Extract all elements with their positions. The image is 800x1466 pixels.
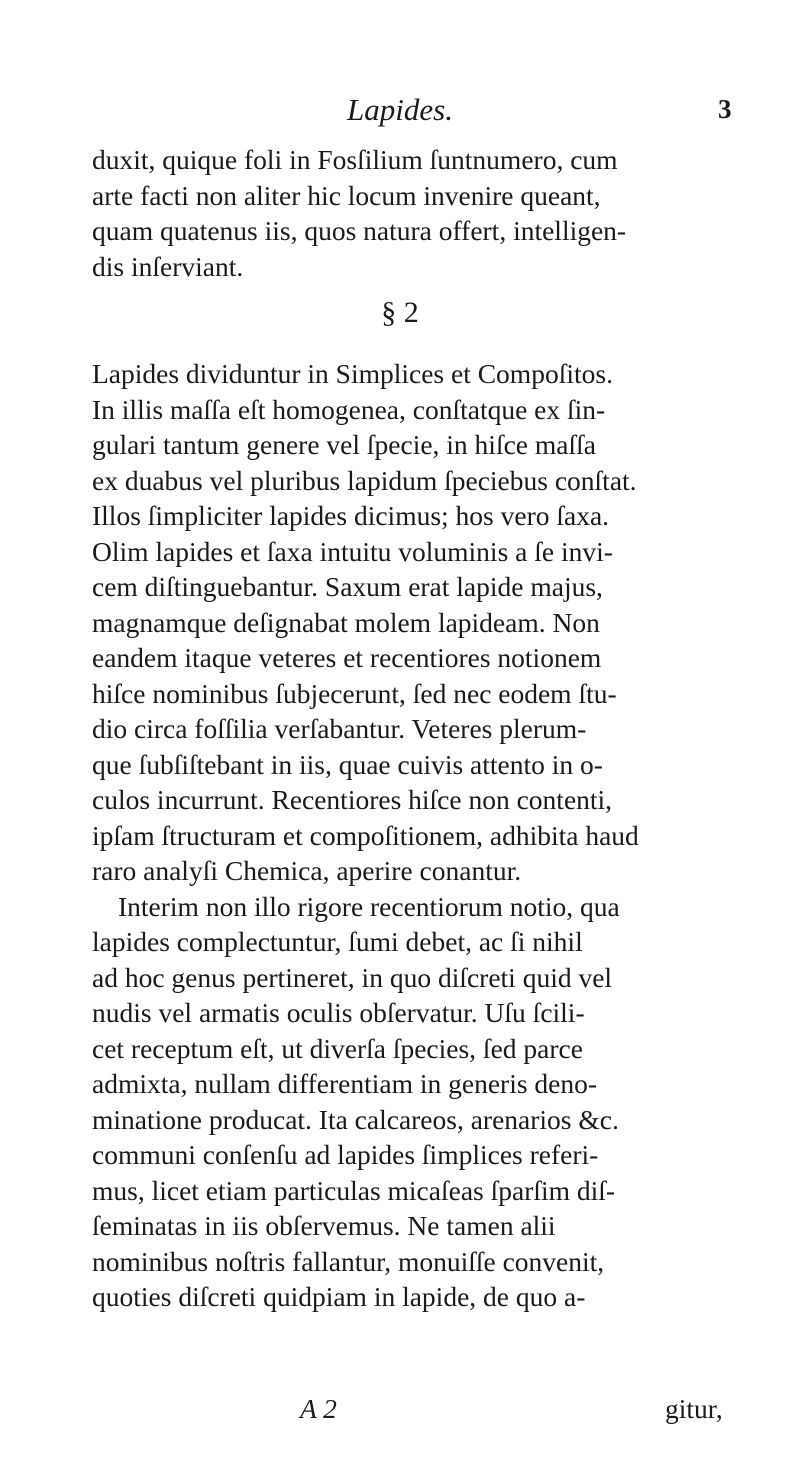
text-line: arte facti non aliter hic locum invenire queant, xyxy=(92,179,601,211)
text-line: Illos ſimpliciter lapides dicimus; hos vero ſaxa. xyxy=(92,500,610,531)
continuation-paragraph xyxy=(92,142,764,284)
page-number: 3 xyxy=(718,94,732,124)
text-line: magnamque deſignabat molem lapideam. Non xyxy=(92,606,600,638)
text-line: In illis maſſa eſt homogenea, conſtatque ex ſin- xyxy=(92,393,606,425)
text-line: communi conſenſu ad lapides ſimplices referi- xyxy=(92,1139,599,1170)
text-line: eandem itaque veteres et recentiores notionem xyxy=(92,642,602,673)
text-line: culos incurrunt. Recentiores hiſce non contenti, xyxy=(92,784,613,815)
paragraph-main-text xyxy=(92,356,764,889)
text-line: cet receptum eſt, ut diverſa ſpecies, ſed parce xyxy=(92,1032,583,1064)
text-line: gulari tantum genere vel ſpecie, in hiſce maſſa xyxy=(92,429,596,460)
paragraph-second-text xyxy=(92,889,764,1315)
text-line: quam quatenus iis, quos natura offert, intelligen- xyxy=(92,215,627,246)
text-line: Olim lapides et ſaxa intuitu voluminis a ſe invi- xyxy=(92,535,613,567)
text-line: nudis vel armatis oculis obſervatur. Uſu ſcili- xyxy=(92,997,585,1028)
text-line: ipſam ſtructuram et compoſitionem, adhibita haud xyxy=(92,819,639,851)
text-line: cem diſtinguebantur. Saxum erat lapide majus, xyxy=(92,571,603,602)
catchword: gitur, xyxy=(665,1393,723,1424)
text-line: admixta, nullam differentiam in generis deno- xyxy=(92,1068,598,1099)
page-footer xyxy=(0,1393,800,1433)
text-line: dis inſerviant. xyxy=(92,250,244,282)
text-line: quoties diſcreti quidpiam in lapide, de quo a- xyxy=(92,1281,586,1312)
text-line: hiſce nominibus ſubjecerunt, ſed nec eodem ſtu- xyxy=(92,677,617,709)
text-line: Interim non illo rigore recentiorum notio, qua xyxy=(118,890,620,922)
section-body xyxy=(92,356,764,1315)
paragraph-continuation-text xyxy=(92,142,764,284)
text-line: Lapides dividuntur in Simplices et Compoſitos. xyxy=(92,358,613,389)
text-line: lapides complectuntur, ſumi debet, ac ſi nihil xyxy=(92,926,583,957)
text-line: duxit, quique foli in Fosſilium ſuntnumero, cum xyxy=(92,144,618,175)
text-line: que ſubſiſtebant in iis, quae cuivis attento in o- xyxy=(92,748,603,780)
text-line: mus, licet etiam particulas micaſeas ſparſim diſ- xyxy=(92,1174,616,1206)
text-line: ſeminatas in iis obſervemus. Ne tamen alii xyxy=(92,1210,556,1241)
text-line: minatione producat. Ita calcareos, arenarios &c. xyxy=(92,1103,619,1135)
signature-mark: A 2 xyxy=(300,1393,337,1424)
running-title: Lapides. xyxy=(347,92,453,127)
running-head xyxy=(0,92,800,132)
text-line: raro analyſi Chemica, aperire conantur. xyxy=(92,855,522,886)
text-line: dio circa foſſilia verſabantur. Veteres plerum- xyxy=(92,713,587,744)
text-line: ad hoc genus pertineret, in quo diſcreti quid vel xyxy=(92,961,613,993)
section-mark: § 2 xyxy=(381,296,419,329)
text-line: ex duabus vel pluribus lapidum ſpeciebus conſtat. xyxy=(92,464,637,496)
text-line: nominibus noſtris fallantur, monuiſſe convenit, xyxy=(92,1245,605,1277)
